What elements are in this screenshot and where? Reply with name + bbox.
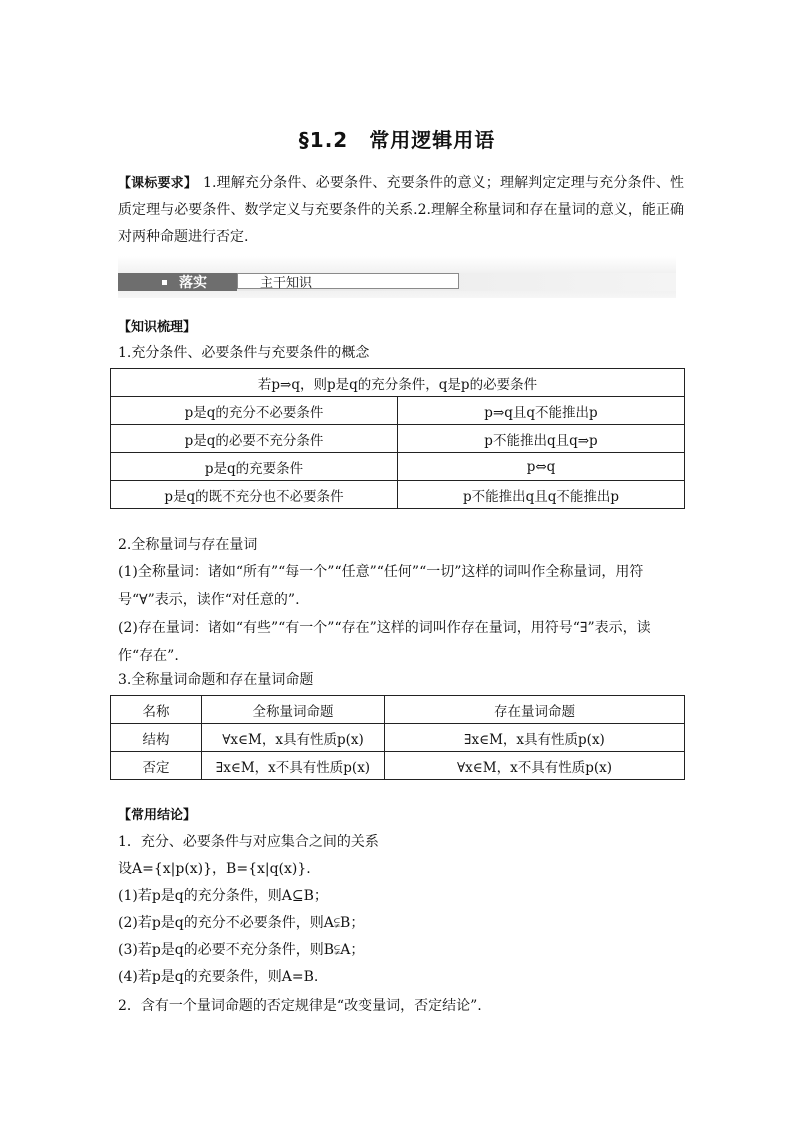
- conclusion-line: 1．充分、必要条件与对应集合之间的关系: [118, 834, 379, 850]
- table-cell: p⇒q且q不能推出p: [398, 397, 685, 425]
- conclusion-line: (2)若p是q的充分不必要条件，则A⫋B；: [118, 915, 365, 931]
- table-cell: p不能推出q且q不能推出p: [398, 481, 685, 509]
- curriculum-requirements: [118, 170, 684, 251]
- banner-dark-label: 落实: [118, 273, 237, 291]
- item2-paragraph-1: (1)全称量词：诸如“所有”“每一个”“任意”“任何”“一切”这样的词叫作全称量词，用符号“∀”表示，读作“对任意的”.: [118, 564, 644, 608]
- table-row: [111, 724, 685, 752]
- quantifier-table: [110, 695, 685, 780]
- table-cell: 否定: [111, 752, 202, 780]
- section-banner: [118, 256, 676, 298]
- column-header: 存在量词命题: [385, 696, 685, 724]
- table-cell: p不能推出q且q⇒p: [398, 425, 685, 453]
- conditions-table: [110, 368, 685, 509]
- table-header-row: [111, 696, 685, 724]
- conclusion-line: (1)若p是q的充分条件，则A⊆B；: [118, 888, 328, 904]
- table-cell: 结构: [111, 724, 202, 752]
- column-header: 全称量词命题: [202, 696, 385, 724]
- item3-title: 3.全称量词命题和存在量词命题: [118, 672, 314, 688]
- requirements-tag: 【课标要求】: [118, 176, 198, 191]
- table-row: [111, 453, 685, 481]
- item1-title: 1.充分条件、必要条件与充要条件的概念: [118, 345, 370, 361]
- table-cell: p是q的充要条件: [111, 453, 398, 481]
- table-row: [111, 752, 685, 780]
- table-cell: ∀x∈M，x具有性质p(x): [202, 724, 385, 752]
- table-cell: p是q的既不充分也不必要条件: [111, 481, 398, 509]
- square-bullet-icon: [162, 280, 167, 285]
- conclusions-heading: 【常用结论】: [118, 808, 197, 823]
- item2-paragraph-2: (2)存在量词：诸如“有些”“有一个”“存在”这样的词叫作存在量词，用符号“∃”表示，读作“存在”.: [118, 620, 651, 664]
- banner-light-label: 主干知识: [237, 273, 459, 289]
- table-row: [111, 397, 685, 425]
- table-cell: p是q的充分不必要条件: [111, 397, 398, 425]
- conclusion-line: 2．含有一个量词命题的否定规律是“改变量词，否定结论”.: [118, 998, 482, 1014]
- table-cell: p⇔q: [398, 453, 685, 481]
- table-row: [111, 481, 685, 509]
- conclusion-line: (3)若p是q的必要不充分条件，则B⫋A；: [118, 942, 365, 958]
- column-header: 名称: [111, 696, 202, 724]
- item2-title: 2.全称量词与存在量词: [118, 537, 258, 553]
- table-cell: ∃x∈M，x不具有性质p(x): [202, 752, 385, 780]
- table-cell: ∃x∈M，x具有性质p(x): [385, 724, 685, 752]
- conclusion-line: (4)若p是q的充要条件，则A=B.: [118, 969, 319, 985]
- table-cell: p是q的必要不充分条件: [111, 425, 398, 453]
- knowledge-heading: 【知识梳理】: [118, 320, 197, 335]
- table-row: [111, 425, 685, 453]
- conditions-table-header: 若p⇒q，则p是q的充分条件，q是p的必要条件: [111, 369, 685, 397]
- conclusion-line: 设A={x|p(x)}，B={x|q(x)}.: [118, 861, 311, 877]
- table-cell: ∀x∈M，x不具有性质p(x): [385, 752, 685, 780]
- page-title: §1.2 常用逻辑用语: [298, 128, 496, 152]
- requirements-text: 1.理解充分条件、必要条件、充要条件的意义；理解判定定理与充分条件、性质定理与必要条件、数学定义与充要条件的关系.2.理解全称量词和存在量词的意义，能正确对两种命题进行否定.: [118, 175, 684, 245]
